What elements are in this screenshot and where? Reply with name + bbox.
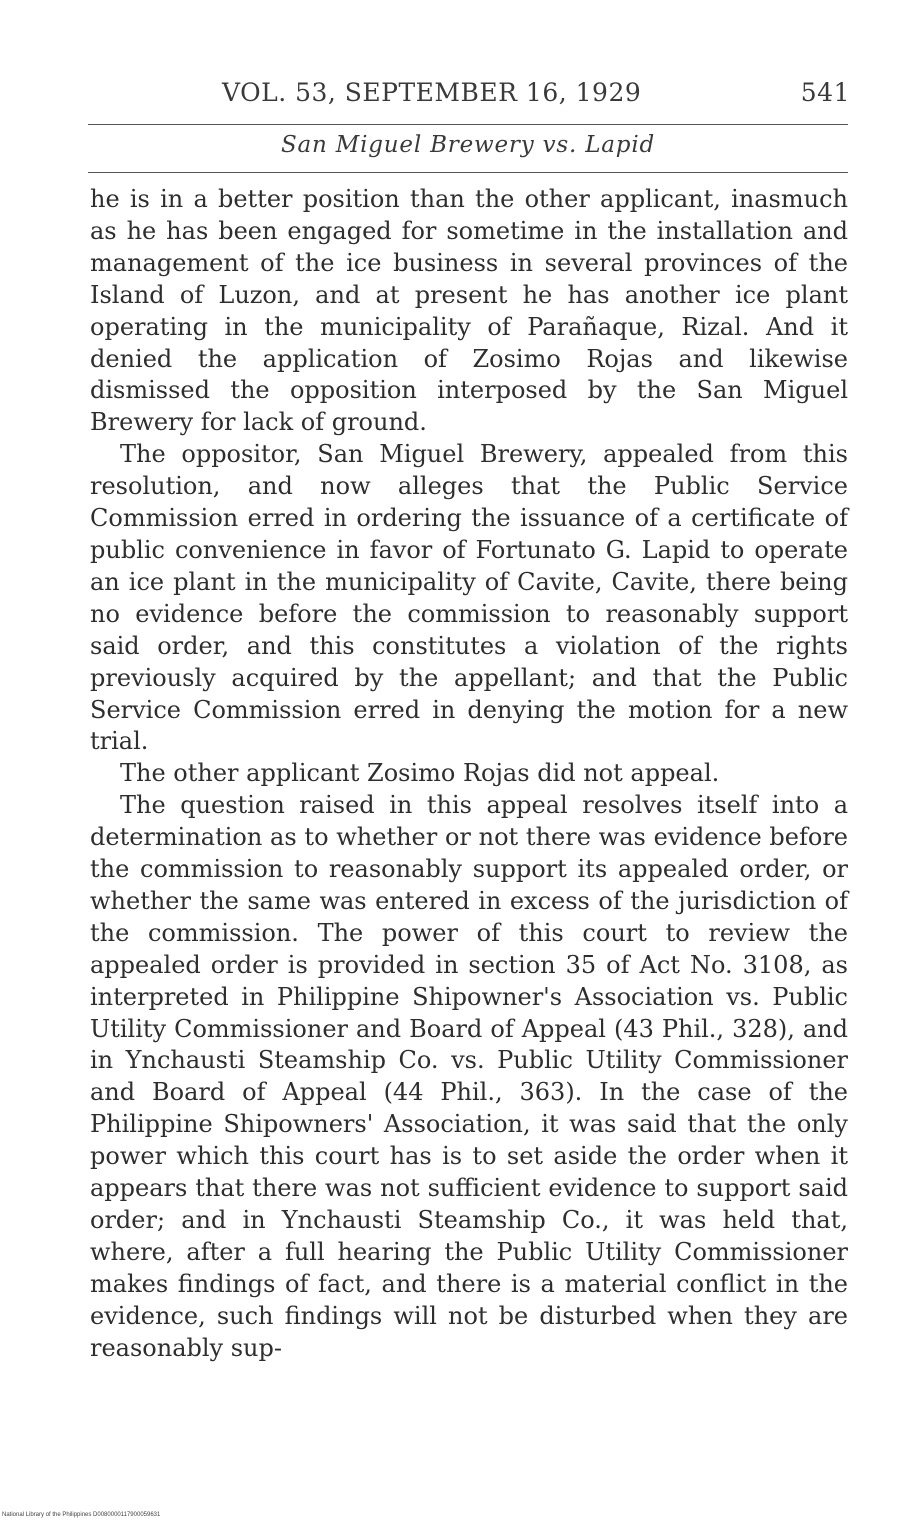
body-text — [90, 184, 848, 1365]
case-title: San Miguel Brewery vs. Lapid — [280, 132, 656, 158]
paragraph-1: he is in a better position than the other applicant, inasmuch as he has been engaged for sometime in the installation and management of the ice business in several provinces of the Island of Luzon, and at present he has another ice plant operating in the municipality of Parañaque, Rizal. And it denied the application of Zosimo Rojas and likewise dismissed the opposition interposed by the San Miguel Brewery for lack of ground. — [90, 185, 848, 437]
volume-date: VOL. 53, SEPTEMBER 16, 1929 — [222, 78, 642, 107]
paragraph-3: The other applicant Zosimo Rojas did not appeal. — [120, 759, 720, 788]
header-rule-bottom — [88, 172, 848, 173]
header-rule-top — [88, 124, 848, 125]
paragraph-2: The oppositor, San Miguel Brewery, appealed from this resolution, and now alleges that the Public Service Commission erred in ordering the issuance of a certificate of public convenience in favor of Fortunato G. Lapid to operate an ice plant in the municipality of Cavite, Cavite, there being no evidence before the commission to reasonably support said order, and this constitutes a violation of the rights previously acquired by the appellant; and that the Public Service Commission erred in denying the motion for a new trial. — [90, 440, 848, 756]
scan-credit: National Library of the Philippines D0080000117900059631 — [2, 1512, 161, 1518]
paragraph-4: The question raised in this appeal resolves itself into a determination as to whether or not there was evidence before the commission to reasonably support its appealed order, or whether the same was entered in excess of the jurisdiction of the commission. The power of this court to review the appealed order is provided in section 35 of Act No. 3108, as interpreted in Philippine Shipowner's Association vs. Public Utility Commissioner and Board of Appeal (43 Phil., 328), and in Ynchausti Steamship Co. vs. Public Utility Commissioner and Board of Appeal (44 Phil., 363). In the case of the Philippine Shipowners' Association, it was said that the only power which this court has is to set aside the order when it appears that there was not sufficient evidence to support said order; and in Ynchausti Steamship Co., it was held that, where, after a full hearing the Public Utility Commissioner makes findings of fact, and there is a material conflict in the evidence, such findings will not be disturbed when they are reasonably sup- — [90, 791, 848, 1362]
page-number: 541 — [800, 78, 850, 107]
